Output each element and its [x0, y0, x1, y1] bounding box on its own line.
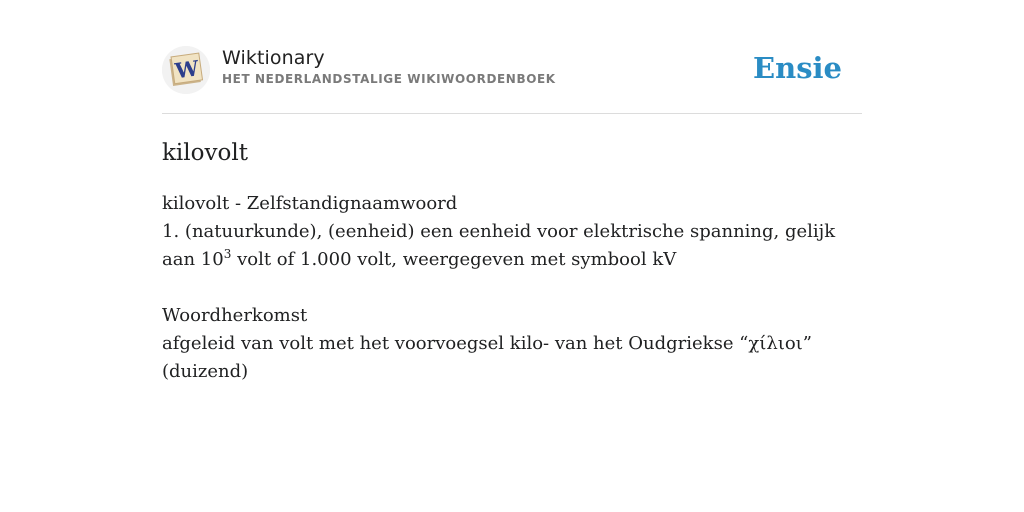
page: [162, 0, 862, 386]
definition-text-continued: volt of 1.000 volt, weergegeven met symbool kV: [237, 249, 677, 270]
entry-content: [162, 114, 862, 386]
definition-1: [162, 218, 862, 274]
ensie-link[interactable]: Ensie: [753, 51, 842, 85]
entry-body: [162, 190, 862, 386]
brand: [222, 46, 556, 86]
wiktionary-logo-icon[interactable]: [162, 46, 210, 94]
definition-exponent: 3: [223, 247, 232, 261]
site-tagline: HET NEDERLANDSTALIGE WIKIWOORDENBOEK: [222, 72, 556, 86]
definition-number: 1.: [162, 221, 180, 242]
section-spacer: [162, 274, 862, 302]
svg-text:W: W: [173, 55, 201, 84]
site-header: [162, 0, 862, 114]
etymology-heading: Woordherkomst: [162, 305, 308, 326]
part-of-speech-line: kilovolt - Zelfstandignaamwoord: [162, 193, 458, 214]
definition-text: (natuurkunde), (eenheid) een eenheid voor elektrische spanning, gelijk aan 10: [162, 221, 836, 270]
page-title: kilovolt: [162, 140, 248, 166]
etymology-text: afgeleid van volt met het voorvoegsel kilo- van het Oudgriekse “χίλιοι” (duizend): [162, 333, 812, 382]
site-name[interactable]: Wiktionary: [222, 47, 325, 69]
